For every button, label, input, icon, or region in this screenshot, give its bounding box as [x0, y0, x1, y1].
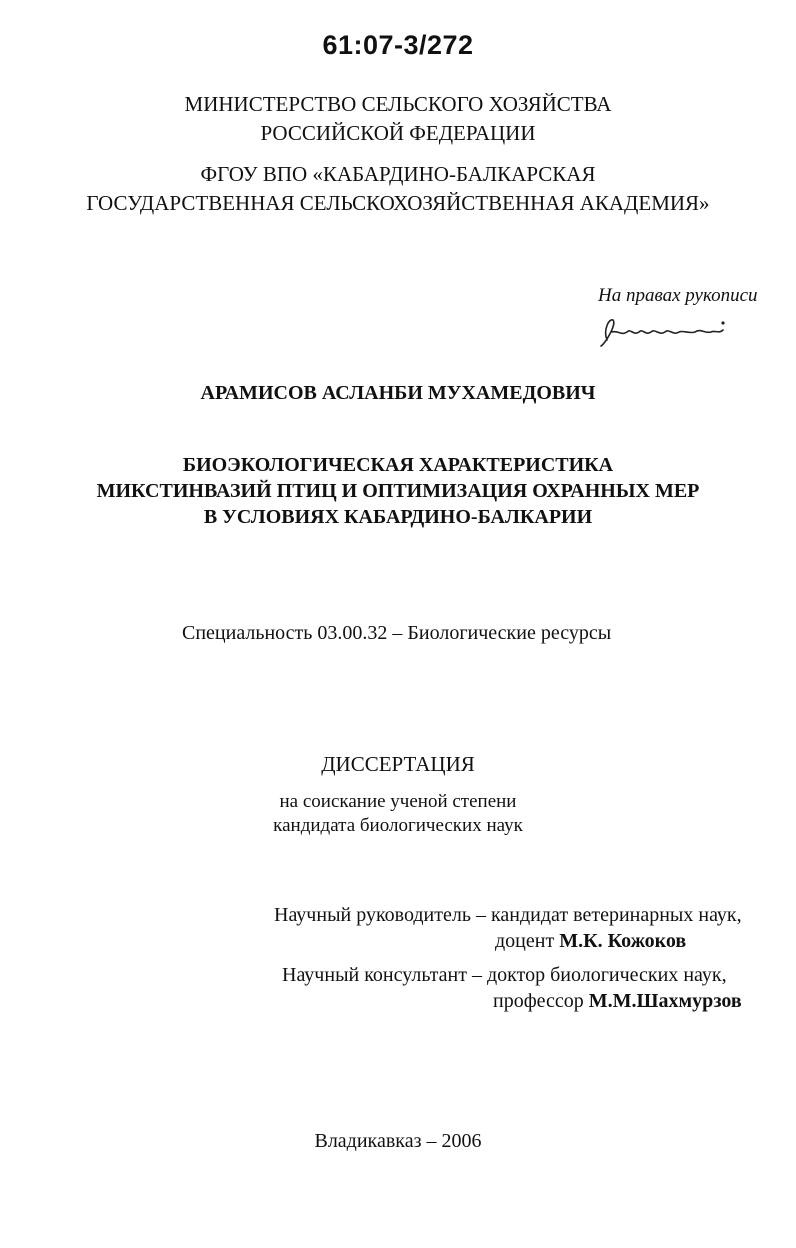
specialty-line: Специальность 03.00.32 – Биологические ресурсы [182, 622, 612, 644]
supervisor-name: М.К. Кожоков [559, 930, 687, 952]
degree-block [0, 790, 796, 838]
catalog-stamp: 61:07-3/272 [322, 30, 474, 60]
manuscript-note: На правах рукописи [598, 285, 758, 306]
supervisor-title: доцент [495, 930, 560, 952]
author-name: АРАМИСОВ АСЛАНБИ МУХАМЕДОВИЧ [200, 382, 596, 404]
place-year: Владикавказ – 2006 [314, 1130, 482, 1152]
consultant-line-1: Научный консультант – доктор биологических наук, [282, 964, 727, 986]
title-line-2: МИКСТИНВАЗИЙ ПТИЦ И ОПТИМИЗАЦИЯ ОХРАННЫХ МЕР [96, 480, 700, 502]
ministry-line-1: МИНИСТЕРСТВО СЕЛЬСКОГО ХОЗЯЙСТВА [184, 92, 612, 116]
consultant-line-2 [493, 990, 742, 1013]
academy-line-2: ГОСУДАРСТВЕННАЯ СЕЛЬСКОХОЗЯЙСТВЕННАЯ АКАДЕМИЯ» [86, 191, 710, 215]
signature-image [595, 310, 735, 350]
document-type: ДИССЕРТАЦИЯ [321, 752, 475, 776]
degree-line-1: на соискание ученой степени [279, 791, 517, 812]
supervisor-line-2 [495, 930, 686, 953]
academy-line-1: ФГОУ ВПО «КАБАРДИНО-БАЛКАРСКАЯ [200, 162, 596, 186]
title-line-3: В УСЛОВИЯХ КАБАРДИНО-БАЛКАРИИ [203, 506, 593, 528]
dissertation-title [0, 452, 796, 530]
ministry-line-2: РОССИЙСКОЙ ФЕДЕРАЦИИ [260, 121, 536, 145]
ministry-block [0, 90, 796, 148]
consultant-name: М.М.Шахмурзов [588, 990, 742, 1012]
title-line-1: БИОЭКОЛОГИЧЕСКАЯ ХАРАКТЕРИСТИКА [182, 454, 614, 476]
academy-block [0, 160, 796, 218]
degree-line-2: кандидата биологических наук [273, 815, 523, 836]
supervisor-line-1: Научный руководитель – кандидат ветеринарных наук, [274, 904, 742, 926]
consultant-title: профессор [493, 990, 589, 1012]
